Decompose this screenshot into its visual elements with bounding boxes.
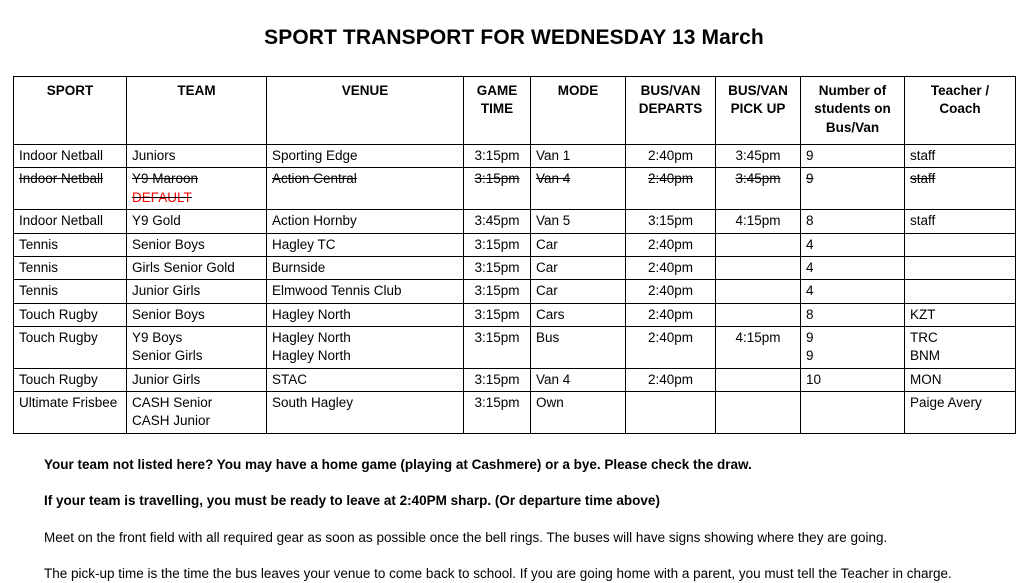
cell-number-students <box>801 233 905 256</box>
cell-number-students-value: 4 <box>806 259 814 275</box>
cell-bus-departs-value: 2:40pm <box>647 329 694 345</box>
cell-sport-value: Touch Rugby <box>19 306 98 322</box>
cell-bus-pickup <box>716 303 801 326</box>
cell-number-students-value-secondary: 9 <box>806 348 814 364</box>
cell-bus-departs <box>626 168 716 210</box>
cell-sport-value: Ultimate Frisbee <box>19 395 118 411</box>
cell-venue <box>267 280 464 303</box>
cell-sport <box>14 168 127 210</box>
note-paragraph: If your team is travelling, you must be ready to leave at 2:40PM sharp. (Or departure time above) <box>44 493 660 509</box>
cell-bus-departs <box>626 145 716 168</box>
cell-sport <box>14 145 127 168</box>
cell-teacher <box>905 326 1016 368</box>
cell-venue-value: Hagley North <box>272 329 351 345</box>
cell-teacher-value: MON <box>910 371 942 387</box>
cell-bus-pickup <box>716 210 801 233</box>
cell-venue <box>267 145 464 168</box>
cell-team-value: Senior Boys <box>132 306 205 322</box>
cell-number-students-value: 9 <box>806 148 814 164</box>
cell-team-value: Y9 Gold <box>132 213 181 229</box>
cell-teacher-value: staff <box>910 213 936 229</box>
cell-sport-value: Indoor Netball <box>19 148 104 164</box>
cell-mode-value: Car <box>536 236 558 252</box>
cell-number-students-value: 9 <box>806 171 814 187</box>
cell-mode-value: Van 4 <box>536 371 571 387</box>
cell-sport-value: Tennis <box>19 283 59 299</box>
cell-sport <box>14 392 127 434</box>
cell-bus-pickup <box>716 280 801 303</box>
cell-sport <box>14 326 127 368</box>
cell-mode <box>531 210 626 233</box>
cell-venue-value: STAC <box>272 371 308 387</box>
cell-mode <box>531 233 626 256</box>
table-header <box>14 77 1016 145</box>
cell-teacher-value: TRC <box>910 329 938 345</box>
page-title: SPORT TRANSPORT FOR WEDNESDAY 13 March <box>264 26 764 49</box>
cell-bus-pickup-value: 3:45pm <box>735 171 781 187</box>
cell-venue <box>267 210 464 233</box>
cell-mode <box>531 303 626 326</box>
cell-game-time-value: 3:15pm <box>474 306 520 322</box>
cell-bus-pickup-value: 4:15pm <box>735 213 781 229</box>
cell-teacher-value-secondary: BNM <box>910 348 940 364</box>
cell-bus-departs-value: 2:40pm <box>647 148 694 164</box>
table-row <box>14 326 1016 368</box>
cell-bus-departs <box>626 210 716 233</box>
cell-team-value: Juniors <box>132 148 176 164</box>
cell-mode-value: Van 5 <box>536 213 571 229</box>
cell-sport-value: Tennis <box>19 259 59 275</box>
cell-number-students <box>801 392 905 434</box>
cell-sport <box>14 368 127 391</box>
cell-bus-departs <box>626 303 716 326</box>
cell-venue-value: Hagley North <box>272 306 351 322</box>
cell-team-value: Junior Girls <box>132 371 201 387</box>
cell-number-students <box>801 280 905 303</box>
cell-bus-pickup <box>716 168 801 210</box>
column-header-team: TEAM <box>127 77 267 145</box>
cell-mode-value: Van 4 <box>536 171 571 187</box>
cell-number-students <box>801 168 905 210</box>
cell-team-value-secondary: CASH Junior <box>132 413 211 429</box>
notes-section <box>44 456 992 583</box>
cell-mode <box>531 392 626 434</box>
cell-team-value: Y9 Maroon <box>132 171 199 187</box>
cell-bus-departs <box>626 256 716 279</box>
cell-team <box>127 233 267 256</box>
cell-game-time <box>464 168 531 210</box>
cell-bus-departs-value: 2:40pm <box>647 371 694 387</box>
cell-mode <box>531 326 626 368</box>
cell-bus-pickup-value: 3:45pm <box>735 148 781 164</box>
cell-mode-value: Car <box>536 259 558 275</box>
cell-sport <box>14 280 127 303</box>
cell-venue <box>267 303 464 326</box>
cell-game-time-value: 3:15pm <box>474 283 520 299</box>
cell-sport <box>14 303 127 326</box>
column-header-bus-pickup: BUS/VAN PICK UP <box>716 77 801 145</box>
cell-sport <box>14 210 127 233</box>
cell-sport-value: Indoor Netball <box>19 213 104 229</box>
cell-bus-departs <box>626 233 716 256</box>
cell-team-flag: DEFAULT <box>132 189 192 205</box>
cell-sport-value: Touch Rugby <box>19 371 98 387</box>
cell-venue-value: Sporting Edge <box>272 148 358 164</box>
cell-team-value: Girls Senior Gold <box>132 259 235 275</box>
cell-sport <box>14 233 127 256</box>
cell-team-value-secondary: Senior Girls <box>132 348 203 364</box>
table-row <box>14 303 1016 326</box>
cell-venue-value-secondary: Hagley North <box>272 348 351 364</box>
cell-bus-pickup <box>716 256 801 279</box>
cell-team <box>127 303 267 326</box>
cell-game-time <box>464 392 531 434</box>
cell-venue-value: Burnside <box>272 259 326 275</box>
cell-bus-departs-value: 2:40pm <box>647 259 694 275</box>
cell-venue-value: Elmwood Tennis Club <box>272 283 402 299</box>
table-header-row <box>14 77 1016 145</box>
table-row <box>14 210 1016 233</box>
cell-teacher <box>905 233 1016 256</box>
cell-team <box>127 392 267 434</box>
cell-bus-departs-value: 2:40pm <box>647 306 694 322</box>
cell-number-students <box>801 303 905 326</box>
cell-venue-value: Hagley TC <box>272 236 336 252</box>
cell-mode <box>531 145 626 168</box>
cell-bus-pickup <box>716 368 801 391</box>
cell-bus-pickup-value: 4:15pm <box>735 329 781 345</box>
table-row <box>14 392 1016 434</box>
cell-teacher <box>905 210 1016 233</box>
cell-game-time <box>464 303 531 326</box>
column-header-game-time: GAME TIME <box>464 77 531 145</box>
table-row <box>14 168 1016 210</box>
cell-game-time <box>464 280 531 303</box>
cell-bus-departs-value: 2:40pm <box>647 171 694 187</box>
column-header-mode: MODE <box>531 77 626 145</box>
cell-mode-value: Cars <box>536 306 565 322</box>
note-paragraph: Your team not listed here? You may have a home game (playing at Cashmere) or a bye. Please check the draw. <box>44 456 752 472</box>
cell-bus-pickup <box>716 392 801 434</box>
cell-venue-value: Action Hornby <box>272 213 357 229</box>
cell-game-time-value: 3:15pm <box>474 236 520 252</box>
cell-game-time <box>464 233 531 256</box>
cell-game-time-value: 3:45pm <box>474 213 520 229</box>
cell-teacher <box>905 280 1016 303</box>
cell-sport-value: Touch Rugby <box>19 329 98 345</box>
cell-bus-departs <box>626 368 716 391</box>
cell-teacher-value: staff <box>910 148 936 164</box>
cell-sport-value: Indoor Netball <box>19 171 104 187</box>
table-row <box>14 145 1016 168</box>
table-row <box>14 256 1016 279</box>
cell-team <box>127 326 267 368</box>
cell-game-time <box>464 210 531 233</box>
cell-mode-value: Car <box>536 283 558 299</box>
cell-game-time-value: 3:15pm <box>474 259 520 275</box>
cell-game-time-value: 3:15pm <box>474 171 520 187</box>
column-header-bus-departs: BUS/VAN DEPARTS <box>626 77 716 145</box>
column-header-teacher: Teacher / Coach <box>905 77 1016 145</box>
cell-number-students <box>801 210 905 233</box>
cell-number-students-value: 8 <box>806 213 814 229</box>
cell-number-students <box>801 256 905 279</box>
cell-bus-departs-value: 2:40pm <box>647 236 694 252</box>
cell-game-time-value: 3:15pm <box>474 395 520 411</box>
cell-mode-value: Bus <box>536 329 560 345</box>
cell-team-value: Y9 Boys <box>132 329 183 345</box>
cell-team <box>127 256 267 279</box>
cell-game-time-value: 3:15pm <box>474 329 520 345</box>
cell-teacher <box>905 392 1016 434</box>
column-header-sport: SPORT <box>14 77 127 145</box>
cell-team-value: Senior Boys <box>132 236 205 252</box>
cell-sport <box>14 256 127 279</box>
cell-game-time <box>464 326 531 368</box>
cell-number-students-value: 4 <box>806 283 814 299</box>
cell-sport-value: Tennis <box>19 236 59 252</box>
cell-bus-departs <box>626 326 716 368</box>
cell-mode <box>531 168 626 210</box>
cell-number-students-value: 4 <box>806 236 814 252</box>
cell-number-students <box>801 326 905 368</box>
column-header-number-students: Number of students on Bus/Van <box>801 77 905 145</box>
cell-teacher-value: staff <box>910 171 936 187</box>
column-header-venue: VENUE <box>267 77 464 145</box>
cell-teacher <box>905 303 1016 326</box>
cell-teacher <box>905 145 1016 168</box>
cell-teacher-value: Paige Avery <box>910 395 982 411</box>
cell-game-time <box>464 256 531 279</box>
cell-venue <box>267 392 464 434</box>
cell-venue <box>267 233 464 256</box>
cell-teacher <box>905 368 1016 391</box>
cell-venue-value: Action Central <box>272 171 357 187</box>
note-paragraph: The pick-up time is the time the bus leaves your venue to come back to school. If you are going home with a parent, you must tell the Teacher in charge. <box>44 566 952 582</box>
table-row <box>14 233 1016 256</box>
table-row <box>14 280 1016 303</box>
note-paragraph: Meet on the front field with all required gear as soon as possible once the bell rings. The buses will have signs showing where they are going. <box>44 529 888 545</box>
cell-teacher <box>905 168 1016 210</box>
cell-team-value: Junior Girls <box>132 283 201 299</box>
cell-venue <box>267 256 464 279</box>
cell-game-time-value: 3:15pm <box>474 371 520 387</box>
cell-team-value: CASH Senior <box>132 395 213 411</box>
cell-number-students <box>801 145 905 168</box>
cell-number-students-value: 9 <box>806 329 814 345</box>
cell-venue <box>267 326 464 368</box>
cell-number-students <box>801 368 905 391</box>
cell-game-time <box>464 145 531 168</box>
cell-bus-pickup <box>716 326 801 368</box>
cell-bus-departs-value: 2:40pm <box>647 283 694 299</box>
cell-game-time <box>464 368 531 391</box>
cell-mode <box>531 280 626 303</box>
table-row <box>14 368 1016 391</box>
cell-mode <box>531 256 626 279</box>
cell-number-students-value: 8 <box>806 306 814 322</box>
sport-transport-table <box>13 76 1016 434</box>
cell-venue <box>267 368 464 391</box>
cell-mode <box>531 368 626 391</box>
cell-team <box>127 145 267 168</box>
cell-game-time-value: 3:15pm <box>474 148 520 164</box>
cell-mode-value: Van 1 <box>536 148 571 164</box>
cell-team <box>127 210 267 233</box>
cell-number-students-value: 10 <box>806 371 822 387</box>
cell-bus-departs <box>626 392 716 434</box>
cell-team <box>127 368 267 391</box>
cell-bus-pickup <box>716 145 801 168</box>
cell-venue <box>267 168 464 210</box>
cell-bus-pickup <box>716 233 801 256</box>
cell-team <box>127 280 267 303</box>
cell-teacher <box>905 256 1016 279</box>
cell-venue-value: South Hagley <box>272 395 354 411</box>
cell-bus-departs-value: 3:15pm <box>647 213 694 229</box>
cell-team <box>127 168 267 210</box>
cell-teacher-value: KZT <box>910 306 936 322</box>
cell-mode-value: Own <box>536 395 564 411</box>
cell-bus-departs <box>626 280 716 303</box>
table-body <box>14 145 1016 434</box>
